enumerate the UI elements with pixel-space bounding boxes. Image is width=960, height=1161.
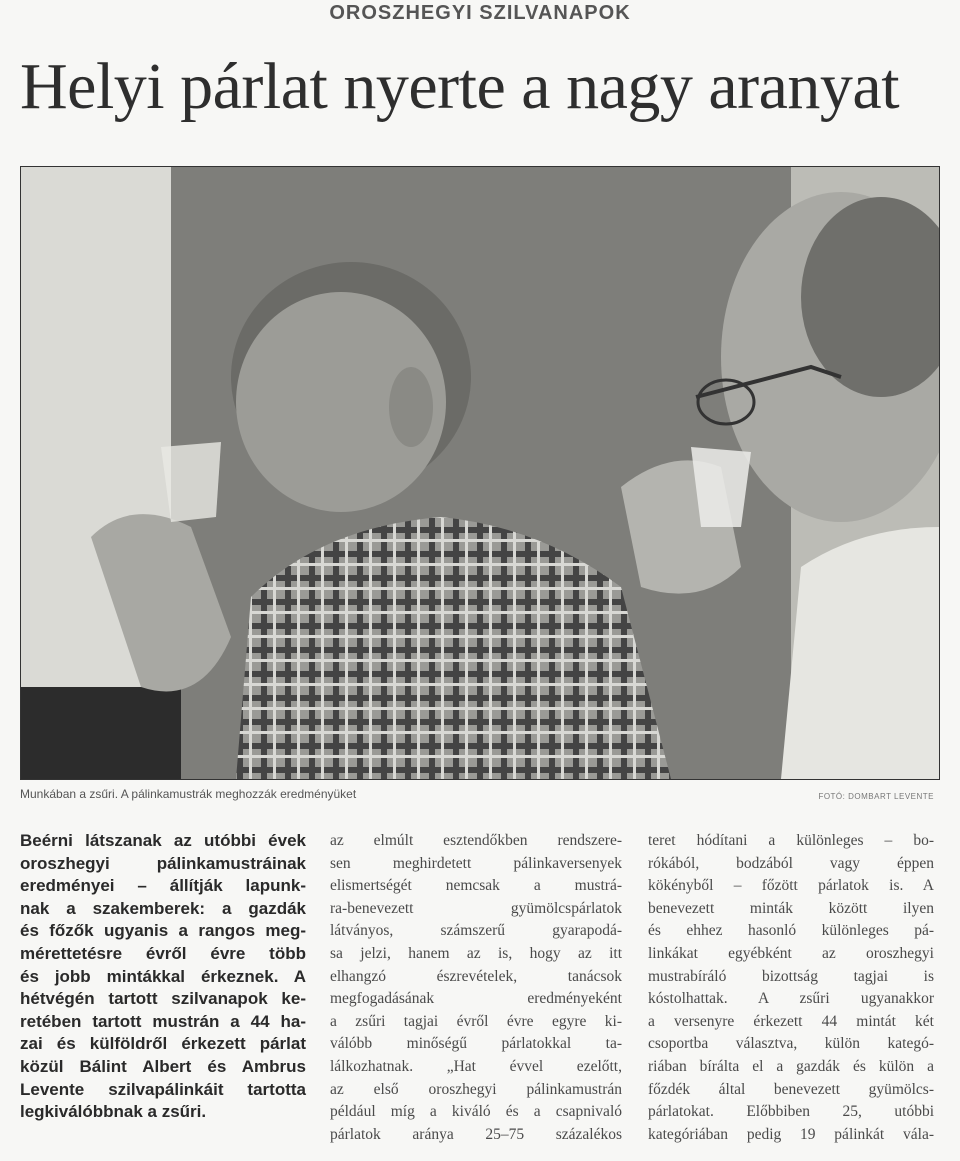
lead-line: legkiválóbbnak a zsűri. <box>20 1102 207 1122</box>
body-line: benevezett minták között ilyen <box>648 899 934 917</box>
lead-line: oroszhegyi pálinkamustráinak <box>20 853 306 873</box>
body-line: rókából, bodzából vagy éppen <box>648 854 934 872</box>
body-line: a versenyre érkezett 44 mintát két <box>648 1012 934 1030</box>
lead-line: eredményei – állítják lapunk- <box>20 876 306 896</box>
photo-caption: Munkában a zsűri. A pálinkamustrák meghozzák eredményüket <box>20 787 357 801</box>
lead-line: zai és külföldről érkezett párlat <box>20 1034 306 1054</box>
body-line: csoportba választva, külön kategó- <box>648 1035 934 1053</box>
lead-line: mérettetésre évről évre több <box>20 943 306 963</box>
lead-line: Beérni látszanak az utóbbi évek <box>20 831 306 850</box>
body-line: teret hódítani a különleges – bo- <box>648 832 934 849</box>
body-line: kóstolhattak. A zsűri ugyanakkor <box>648 990 934 1008</box>
body-line: ra-benevezett gyümölcspárlatok <box>330 899 622 917</box>
body-line: lálkozhatnak. „Hat évvel ezelőtt, <box>330 1057 622 1075</box>
lead-line: és jobb mintákkal érkeznek. A <box>20 966 306 986</box>
lead-line: és főzők ugyanis a rangos meg- <box>20 921 306 941</box>
body-line: főzdék által benevezett gyümölcs- <box>648 1080 934 1098</box>
photo-illustration <box>21 167 939 779</box>
body-line: például míg a kiváló és a csapnivaló <box>330 1103 622 1121</box>
photo-credit: FOTÓ: DOMBART LEVENTE <box>818 792 934 801</box>
body-line: és ehhez hasonló különleges pá- <box>648 922 934 940</box>
body-line: az elmúlt esztendőkben rendszere- <box>330 832 622 849</box>
body-line: elhangzó észrevételek, tanácsok <box>330 967 622 985</box>
body-line: látványos, számszerű gyarapodá- <box>330 922 622 940</box>
lead-line: hétvégén tartott szilvanapok ke- <box>20 989 306 1009</box>
body-column-2 <box>330 830 622 1146</box>
body-line: elismertségét nemcsak a mustrá- <box>330 877 622 895</box>
body-line: válóbb minőségű párlatokkal ta- <box>330 1035 622 1053</box>
body-line: megfogadásának eredményeként <box>330 990 622 1008</box>
body-line: kökényből – főzött párlatok is. A <box>648 877 934 895</box>
body-line: sa jelzi, hanem az is, hogy az itt <box>330 944 622 962</box>
body-line: az első oroszhegyi pálinkamustrán <box>330 1080 622 1098</box>
body-line: mustrabíráló bizottság tagjai is <box>648 967 934 985</box>
section-kicker: OROSZHEGYI SZILVANAPOK <box>329 2 631 24</box>
lead-paragraph <box>20 830 306 1124</box>
body-line: riában bírálta el a gazdák és külön a <box>648 1057 934 1075</box>
body-line: kategóriában pedig 19 pálinkát vála- <box>648 1125 934 1143</box>
body-line: párlatok aránya 25–75 százalékos <box>330 1125 622 1143</box>
lead-line: retében tartott mustrán a 44 ha- <box>20 1011 306 1031</box>
body-line: a zsűri tagjai évről évre egyre ki- <box>330 1012 622 1030</box>
lead-line: nak a szakemberek: a gazdák <box>20 898 306 918</box>
body-line: párlatokat. Előbbiben 25, utóbbi <box>648 1103 934 1121</box>
body-line: sen meghirdetett pálinkaversenyek <box>330 854 622 872</box>
body-line: linkákat egyébként az oroszhegyi <box>648 944 934 962</box>
lead-line: Levente szilvapálinkáit tartotta <box>20 1079 306 1099</box>
article-photo <box>20 166 940 780</box>
lead-line: közül Bálint Albert és Ambrus <box>20 1056 306 1076</box>
article-headline: Helyi párlat nyerte a nagy aranyat <box>20 50 900 123</box>
body-column-3 <box>648 830 934 1146</box>
